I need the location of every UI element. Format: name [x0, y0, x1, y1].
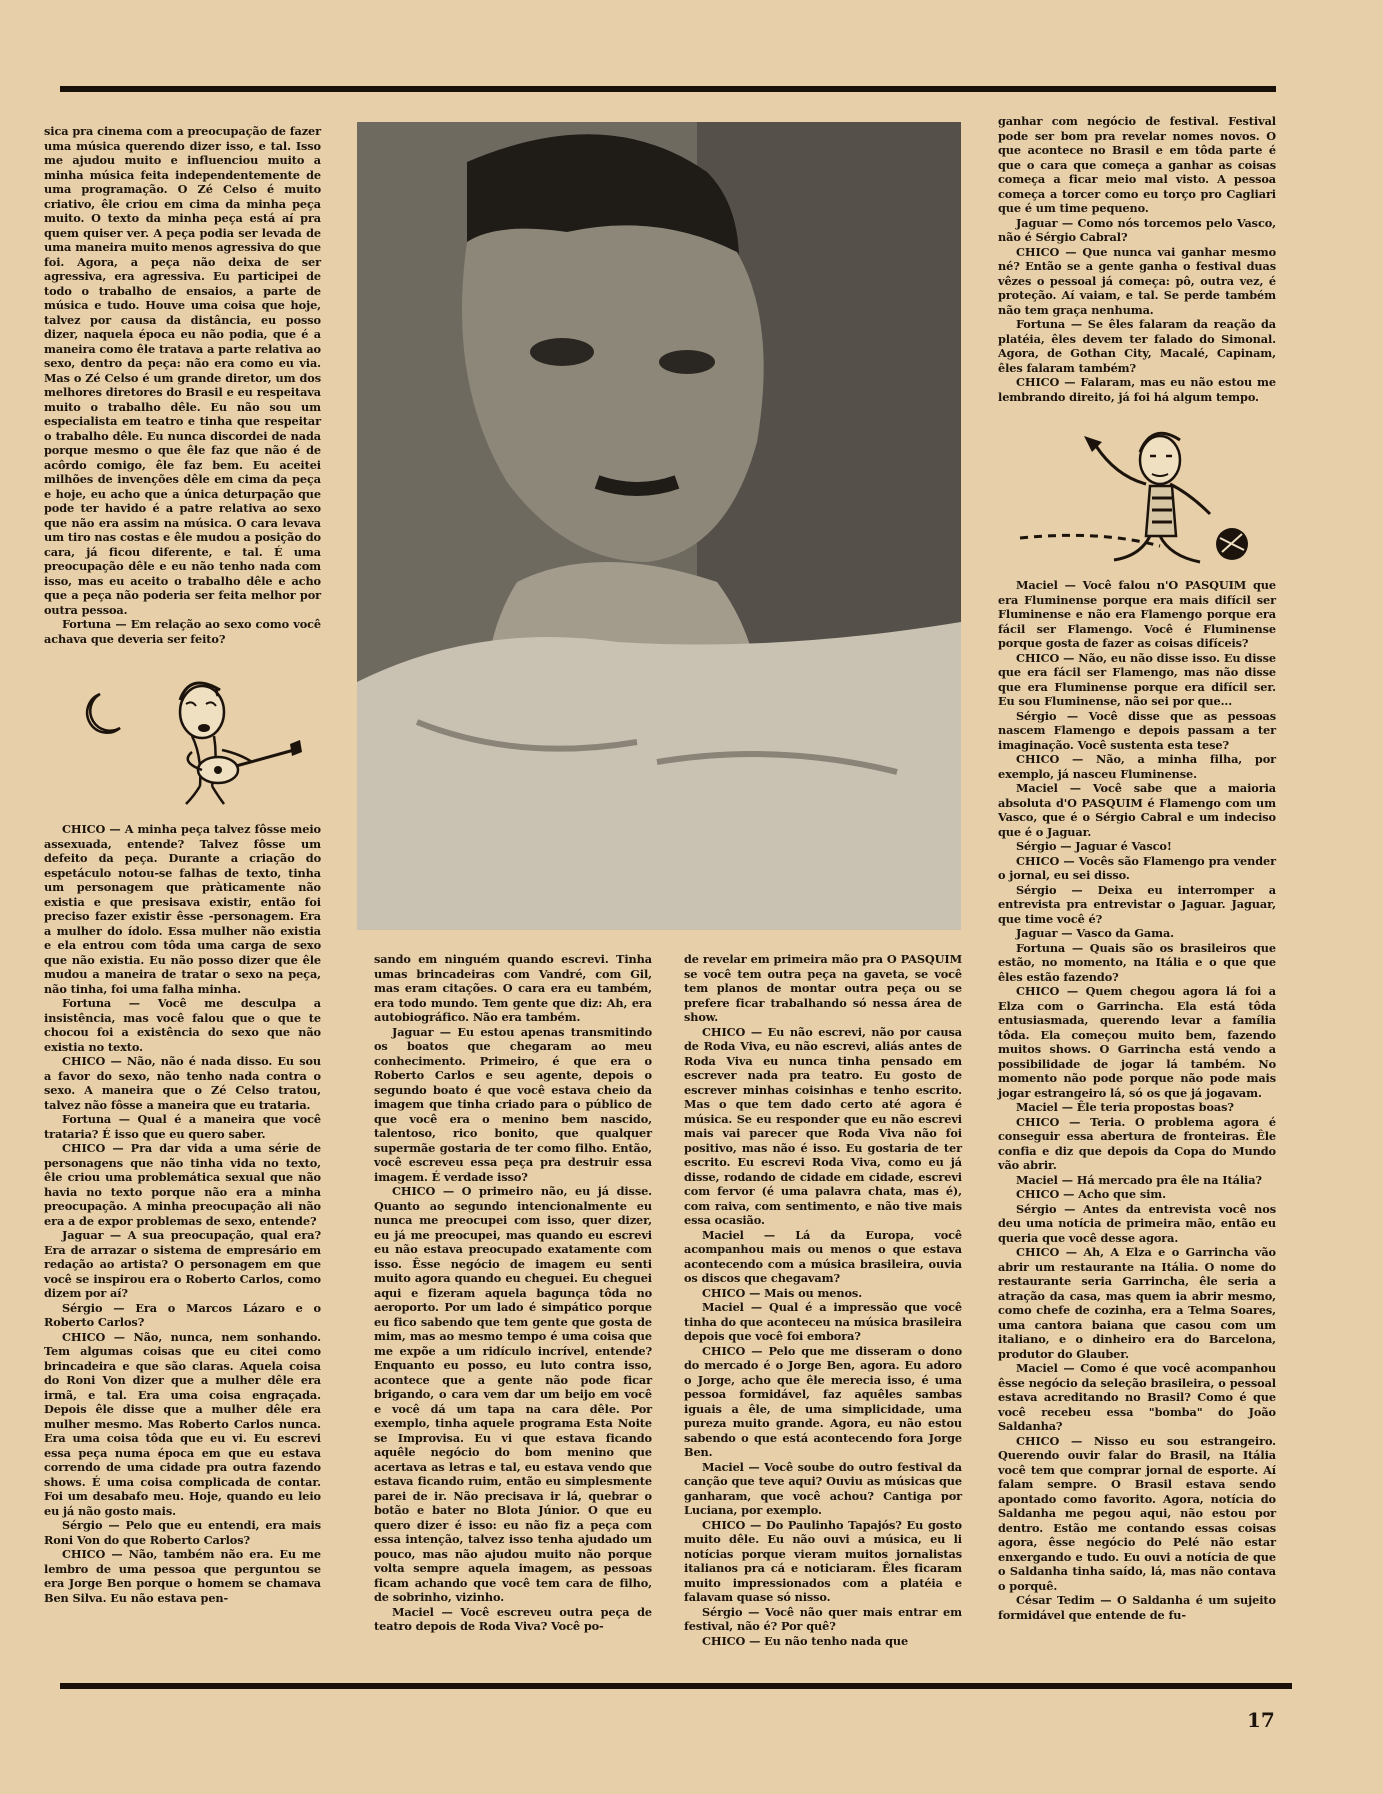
paragraph [998, 752, 1276, 781]
paragraph [998, 941, 1276, 985]
speaker-name: CHICO — [1016, 375, 1076, 389]
paragraph-text: O Saldanha é um sujeito formidável que entende de fu- [998, 1593, 1276, 1622]
paragraph [44, 1141, 321, 1228]
speaker-name: CHICO — [62, 1329, 125, 1344]
column-3 [684, 952, 962, 1648]
paragraph [684, 1634, 962, 1649]
chico-guitar-cartoon [72, 672, 312, 812]
paragraph-text: Você disse que as pessoas nascem Flamengo e depois passam a ter imaginação. Você sustenta esta tese? [998, 708, 1276, 752]
paragraph [998, 245, 1276, 318]
speaker-name: Sérgio — [62, 1518, 120, 1532]
paragraph-text: Que nunca vai ganhar mesmo né? Então se a gente ganha o festival duas vêzes o pessoal já começa: pô, outra vez, é proteção. Aí vaiam, e tal. Se perde também não tem graça nenhuma. [998, 244, 1277, 317]
speaker-name: CHICO — [1016, 1433, 1083, 1448]
paragraph [44, 1547, 321, 1605]
paragraph [44, 1301, 321, 1330]
paragraph [374, 952, 652, 1025]
speaker-name: Fortuna — [62, 996, 141, 1010]
paragraph [998, 651, 1276, 709]
paragraph [998, 1115, 1276, 1173]
paragraph-text: sica pra cinema com a preocupação de fazer uma música querendo dizer isso, e tal. Isso me ajudou muito e influenciou muito a minha música feita independentemente de uma programação. O Zé Celso é muito criativo, êle criou em cima da minha peça muito. O texto da minha peça está aí pra quem quiser ver. A peça podia ser levada de uma maneira muito menos agressiva do que foi. Agora, a peça não deixa de ser agressiva, era agressiva. Eu participei de todo o trabalho de ensaios, a parte de música e tudo. Houve uma coisa que hoje, talvez por causa da distância, eu posso dizer, naquela época eu não podia, que é a maneira como êle tratava a parte relativa ao sexo, dentro da peça: não era como eu via. Mas o Zé Celso é um grande diretor, um dos melhores diretores do Brasil e eu respeitava muito o trabalho dêle. Eu não sou um especialista em teatro e tinha que respeitar o trabalho dêle. Eu nunca discordei de nada porque mesmo o que êle faz que não é de acôrdo comigo, êle faz bem. Eu aceitei milhões de invenções dêle em cima da peça e hoje, eu acho que a única deturpação que pode ter havido é a patre relativa ao sexo que não era assim na música. O cara levava um tiro nas costas e êle mudou a posição do cara, já ficou diferente, e tal. É uma preocupação dêle e eu não tenho nada com isso, mas eu aceito o trabalho dêle e acho que a peça não poderia ser feita melhor por outra pessoa. [44, 124, 321, 617]
paragraph [998, 1100, 1276, 1115]
paragraph-text: Quem chegou agora lá foi a Elza com o Garrincha. Ela está tôda entusiasmada, querendo levar a família tôda. Ela começou muito bem, fazendo muitos shows. O Garrincha está vendo a possibilidade de jogar lá também. No momento não pode porque não pode mais jogar estrangeiro lá, só os que já jogavam. [998, 984, 1276, 1100]
speaker-name: Fortuna — [62, 1112, 130, 1126]
speaker-name: Jaguar — [392, 1024, 451, 1039]
paragraph [44, 1112, 321, 1141]
paragraph [374, 1605, 652, 1634]
paragraph-text: Você sabe que a maioria absoluta d'O PASQUIM é Flamengo com um Vasco, que é o Sérgio Cabral e um indeciso que é o Jaguar. [998, 781, 1276, 839]
speaker-name: Jaguar — [1016, 926, 1073, 940]
paragraph-text: ganhar com negócio de festival. Festival pode ser bom pra revelar nomes novos. O que acontece no Brasil e em tôda parte é que o cara que começa a ganhar as coisas começa a ficar meio mal visto. A pessoa começa a torcer como eu torço pro Cagliari que é um time pequeno. [998, 114, 1276, 215]
paragraph [44, 124, 321, 617]
paragraph [998, 854, 1276, 883]
speaker-name: Maciel — [392, 1604, 453, 1619]
paragraph [998, 375, 1276, 404]
paragraph [684, 1228, 962, 1286]
paragraph [684, 1300, 962, 1344]
paragraph [998, 216, 1276, 245]
paragraph [44, 1518, 321, 1547]
speaker-name: CHICO — [1016, 1114, 1081, 1129]
speaker-name: Maciel — [1016, 1361, 1075, 1375]
paragraph-text: Pelo que eu entendi, era mais Roni Von do que Roberto Carlos? [44, 1518, 321, 1547]
paragraph-text: Lá da Europa, você acompanhou mais ou menos o que estava acontecendo com a música brasileira, ouvia os discos que chegavam? [684, 1227, 962, 1285]
speaker-name: Maciel — [1016, 1172, 1073, 1187]
speaker-name: CHICO — [1016, 1187, 1075, 1201]
paragraph [44, 617, 321, 646]
speaker-name: CHICO — [392, 1184, 455, 1198]
paragraph [684, 1518, 962, 1605]
paragraph-text: Deixa eu interromper a entrevista pra entrevistar o Jaguar. Jaguar, que time você é? [998, 882, 1276, 926]
paragraph [44, 1228, 321, 1301]
paragraph-text: Você me desculpa a insistência, mas você falou que o que te chocou foi a existência do sexo que não existia no texto. [44, 996, 321, 1054]
paragraph [684, 952, 962, 1025]
portrait-illustration [357, 122, 961, 930]
paragraph [684, 1605, 962, 1634]
speaker-name: Fortuna — [62, 617, 127, 631]
speaker-name: Jaguar — [62, 1228, 122, 1242]
paragraph-text: Eu não tenho nada que [764, 1633, 909, 1648]
speaker-name: CHICO — [1016, 1245, 1077, 1259]
paragraph [998, 883, 1276, 927]
speaker-name: Maciel — [1016, 781, 1081, 795]
speaker-name: Maciel — [1016, 578, 1076, 592]
paragraph-text: Como nós torcemos pelo Vasco, não é Sérgio Cabral? [998, 215, 1276, 244]
paragraph-text: Vocês são Flamengo pra vender o jornal, eu sei disso. [998, 853, 1276, 882]
paragraph-text: Você não quer mais entrar em festival, não é? Por quê? [684, 1604, 963, 1633]
paragraph [44, 996, 321, 1054]
speaker-name: Maciel — [1016, 1100, 1073, 1114]
paragraph-text: sando em ninguém quando escrevi. Tinha umas brincadeiras com Vandré, com Gil, mas eram citações. O cara era eu também, era todo mundo. Tem gente que diz: Ah, era autobiográfico. Não era também. [374, 952, 652, 1024]
paragraph-text: Não, nunca, nem sonhando. Tem algumas coisas que eu citei como brincadeira e que são claras. Aquela coisa do Roni Von dizer que a mulher dêle era irmã, e tal. Era uma coisa engraçada. Depois êle disse que a mulher dêle era mulher mesmo. Mas Roberto Carlos nunca. Era uma coisa tôda que eu vi. Eu escrevi essa peça numa época em que eu estava correndo de uma cidade pra outra fazendo shows. É uma coisa complicada de contar. Foi um desabafo meu. Hoje, quando eu leio eu já não gosto mais. [44, 1329, 321, 1518]
column-2 [374, 952, 652, 1634]
paragraph-text: Como é que você acompanhou êsse negócio da seleção brasileira, o pessoal estava acreditando no Brasil? Como é que você recebeu essa "bomba" do João Saldanha? [998, 1361, 1276, 1433]
paragraph-text: O primeiro não, eu já disse. Quanto ao segundo intencionalmente eu nunca me preocupei com isso, quer dizer, eu já me preocupei, mas quando eu escrevi eu não estava preocupado exatamente com isso. Êsse negócio de imagem eu senti muito agora quando eu cheguei. Eu cheguei aqui e fizeram aquela bagunça tôda no aeroporto. Por um lado é simpático porque eu fico sabendo que tem gente que gosta de mim, mas ao mesmo tempo é uma coisa que me expõe a um ridículo incrível, entende? Enquanto eu posso, eu luto contra isso, acontece que a gente não pode ficar brigando, o cara vem dar um beijo em você e você dá um tapa na cara dêle. Por exemplo, tinha aquele programa Esta Noite se Improvisa. Eu vi que estava ficando aquêle negócio do bom menino que acertava as letras e tal, eu estava vendo que estava ficando ruim, então eu simplesmente parei de ir. Não precisava ir lá, quebrar o botão e bater no Blota Júnior. O que eu quero dizer é isso: eu não fiz a peça com essa intenção, talvez isso tenha ajudado um pouco, mas não ajudou muito não porque volta sempre aquela imagem, as pessoas ficam achando que você tem cara de filho, de sobrinho, vizinho. [374, 1184, 653, 1604]
speaker-name: CHICO — [702, 1285, 761, 1300]
page-number: 17 [1247, 1708, 1275, 1732]
paragraph [998, 1202, 1276, 1246]
speaker-name: CHICO — [1016, 650, 1075, 665]
speaker-name: CHICO — [62, 822, 121, 836]
speaker-name: Sérgio — [1016, 1201, 1076, 1216]
speaker-name: CHICO — [1016, 752, 1084, 766]
paragraph [998, 578, 1276, 651]
speaker-name: CHICO — [702, 1343, 763, 1358]
speaker-name: Fortuna — [1016, 317, 1083, 331]
speaker-name: Jaguar — [1016, 215, 1074, 230]
speaker-name: Sérgio — [62, 1300, 125, 1315]
paragraph [998, 114, 1276, 216]
paragraph-text: Você falou n'O PASQUIM que era Fluminense porque era mais difícil ser Fluminense e não era Flamengo porque era fácil ser Flamengo. Você é Fluminense porque gosta de fazer as coisas difíceis? [998, 578, 1276, 650]
paragraph-text: Pra dar vida a uma série de personagens que não tinha vida no texto, êle criou uma problemática sexual que não havia no texto porque não era a minha preocupação. A minha preocupação ali não era a de expor problemas de sexo, entende? [44, 1141, 321, 1228]
paragraph-text: Nisso eu sou estrangeiro. Querendo ouvir falar do Brasil, na Itália você tem que comprar jornal de esporte. Aí falam sempre. O Brasil estava sendo apontado como favorito. Agora, notícia do Saldanha me pegou aqui, não estou por dentro. Estão me contando essas coisas agora, êsse negócio do Pelé não estar enxergando e tudo. Eu ouvi a notícia de que o Saldanha tinha saído, lá, mas não contava o porquê. [998, 1433, 1277, 1593]
speaker-name: Sérgio — [1016, 882, 1083, 897]
paragraph [684, 1460, 962, 1518]
paragraph [998, 709, 1276, 753]
column-1-bottom [44, 822, 321, 1605]
column-4-bottom [998, 578, 1276, 1622]
paragraph-text: Não, a minha filha, por exemplo, já nasceu Fluminense. [998, 752, 1276, 781]
paragraph-text: Era o Marcos Lázaro e o Roberto Carlos? [44, 1300, 321, 1329]
paragraph [684, 1344, 962, 1460]
paragraph [998, 1173, 1276, 1188]
paragraph-text: A sua preocupação, qual era? Era de arrazar o sistema de empresário em redação ao artista? O personagem em que você se inspirou era o Roberto Carlos, como dizem por aí? [44, 1228, 321, 1300]
paragraph [998, 984, 1276, 1100]
paragraph-text: Qual é a impressão que você tinha do que aconteceu na música brasileira depois que você foi embora? [684, 1300, 962, 1343]
paragraph-text: Mais ou menos. [764, 1285, 863, 1300]
column-1-top [44, 124, 321, 646]
speaker-name: Sérgio — [1016, 839, 1072, 853]
speaker-name: Fortuna — [1016, 940, 1084, 955]
speaker-name: Maciel — [702, 1300, 763, 1314]
paragraph-text: Antes da entrevista você nos deu uma notícia de primeira mão, então eu queria que você desse agora. [998, 1201, 1276, 1245]
paragraph-text: Ah, A Elza e o Garrincha vão abrir um restaurante na Itália. O nome do restaurante seria Garrincha, êle seria a atração da casa, mas quem ia abrir mesmo, como chefe de cozinha, era a Telma Soares, uma cantora baiana que casou com um italiano, e o dinheiro era do Barcelona, produtor do Glauber. [998, 1245, 1276, 1361]
paragraph [998, 1187, 1276, 1202]
paragraph-text: Não, não é nada disso. Eu sou a favor do sexo, não tenho nada contra o sexo. A maneira que o Zé Celso tratou, talvez não fôsse a maneira que eu trataria. [44, 1054, 322, 1112]
paragraph-text: Você soube do outro festival da canção que teve aqui? Ouviu as músicas que ganharam, que você achou? Cantiga por Luciana, por exemplo. [684, 1459, 962, 1517]
moon-icon [87, 694, 120, 733]
paragraph [684, 1286, 962, 1301]
portrait-photo [357, 122, 961, 930]
paragraph-text: Em relação ao sexo como você achava que deveria ser feito? [44, 617, 321, 646]
paragraph [998, 1245, 1276, 1361]
speaker-name: Sérgio — [1016, 708, 1079, 723]
paragraph-text: Êle teria propostas boas? [1076, 1100, 1234, 1114]
paragraph [44, 1330, 321, 1519]
paragraph-text: Jaguar é Vasco! [1075, 839, 1172, 853]
speaker-name: CHICO — [62, 1054, 122, 1068]
paragraph-text: Eu estou apenas transmitindo os boatos que chegaram ao meu conhecimento. Primeiro, é que era o Roberto Carlos e seu agente, depois o segundo boato é que você estava cheio da imagem que tinha criado para o público de que você era o menino bem nascido, talentoso, rico bonito, que qualquer supermãe gostaria de ter como filho. Então, você escreveu essa peça pra destruir essa imagem. É verdade isso? [374, 1024, 652, 1184]
paragraph-text: Eu não escrevi, não por causa de Roda Viva, eu não escrevi, aliás antes de Roda Viva eu nunca tinha pensado em escrever nada pra teatro. Eu gosto de escrever minhas coisinhas e tenho escrito. Mas o que tem dado certo até agora é música. Se eu responder que eu não escrevi mais vai parecer que Roda Viva não foi positivo, mas não é isso. Eu gostaria de ter escrito. Eu escrevi Roda Viva, como eu já disse, rodando de cidade em cidade, escrevi com fervor (é uma palavra chata, mas é), com raiva, com sentimento, e não tive mais essa ocasião. [684, 1024, 963, 1227]
speaker-name: Maciel — [702, 1227, 776, 1242]
paragraph-text: Se êles falaram da reação da platéia, êles devem ter falado do Simonal. Agora, de Gothan City, Macalé, Capinam, êles falaram também? [998, 317, 1276, 375]
paragraph [684, 1025, 962, 1228]
speaker-name: CHICO — [1016, 984, 1079, 998]
paragraph-text: Não, também não era. Eu me lembro de uma pessoa que perguntou se era Jorge Ben porque o homem se chamava Ben Silva. Eu não estava pen- [44, 1547, 321, 1605]
paragraph [998, 1434, 1276, 1594]
paragraph [374, 1025, 652, 1185]
top-rule [60, 86, 1276, 92]
speaker-name: César Tedim — [1016, 1593, 1112, 1607]
paragraph-text: A minha peça talvez fôsse meio assexuada, entende? Talvez fôsse um defeito da peça. Durante a criação do espetáculo notou-se falhas de texto, tinha um personagem que pràticamente não existia e que presisava existir, então foi preciso fazer existir êsse -personagem. Era a mulher do ídolo. Essa mulher não existia e ela entrou com tôda uma carga de sexo que não existia. Eu não posso dizer que êle mudou a maneira de tratar o sexo na peça, não tinha, foi uma falha minha. [44, 822, 321, 996]
paragraph [998, 1593, 1276, 1622]
speaker-name: CHICO — [702, 1633, 761, 1648]
speaker-name: CHICO — [62, 1141, 124, 1155]
column-4-top [998, 114, 1276, 404]
paragraph-text: Falaram, mas eu não estou me lembrando direito, já foi há algum tempo. [998, 375, 1276, 404]
paragraph [998, 317, 1276, 375]
paragraph-text: Acho que sim. [1078, 1187, 1166, 1201]
paragraph [374, 1184, 652, 1605]
paragraph-text: de revelar em primeira mão pra O PASQUIM se você tem outra peça na gaveta, se você tem planos de montar outra peça ou se prefere ficar trabalhando só nessa área de show. [684, 952, 962, 1024]
bottom-rule [60, 1683, 1292, 1689]
paragraph [998, 926, 1276, 941]
speaker-name: CHICO — [62, 1547, 123, 1561]
paragraph-text: Há mercado pra êle na Itália? [1076, 1172, 1262, 1187]
paragraph [44, 1054, 321, 1112]
paragraph [998, 839, 1276, 854]
paragraph-text: Do Paulinho Tapajós? Eu gosto muito dêle. Eu não ouvi a música, eu li notícias porque vieram muitos jornalistas italianos pra cá e noticiaram. Êles ficaram muito impressionados com a platéia e falavam quase só nisso. [684, 1517, 962, 1604]
paragraph-text: Você escreveu outra peça de teatro depois de Roda Viva? Você po- [374, 1604, 652, 1633]
chico-football-cartoon [1010, 418, 1276, 568]
paragraph [998, 1361, 1276, 1434]
speaker-name: Sérgio — [702, 1604, 760, 1619]
paragraph-text: Pelo que me disseram o dono do mercado é o Jorge Ben, agora. Eu adoro o Jorge, acho que êle merecia isso, é uma pessoa formidável, faz aquêles sambas iguais a êle, de uma simplicidade, uma pureza muito grande. Agora, eu não estou sabendo o que está acontecendo fora Jorge Ben. [684, 1343, 962, 1459]
paragraph-text: Vasco da Gama. [1076, 926, 1175, 940]
paragraph-text: Quais são os brasileiros que estão, no momento, na Itália e o que que êles estão fazendo? [998, 940, 1276, 984]
paragraph [998, 781, 1276, 839]
speaker-name: Maciel — [702, 1459, 760, 1474]
speaker-name: CHICO — [1016, 853, 1075, 868]
speaker-name: CHICO — [702, 1024, 763, 1039]
paragraph-text: Qual é a maneira que você trataria? É isso que eu quero saber. [44, 1112, 321, 1141]
paragraph-text: Teria. O problema agora é conseguir essa abertura de fronteiras. Êle confia e diz que depois da Copa do Mundo vão abrir. [998, 1114, 1276, 1172]
speaker-name: CHICO — [702, 1517, 762, 1532]
paragraph [44, 822, 321, 996]
paragraph-text: Não, eu não disse isso. Eu disse que era fácil ser Flamengo, mas não disse que era Fluminense porque era difícil ser. Eu sou Fluminense, não sei por que... [998, 650, 1276, 708]
speaker-name: CHICO — [1016, 244, 1077, 259]
